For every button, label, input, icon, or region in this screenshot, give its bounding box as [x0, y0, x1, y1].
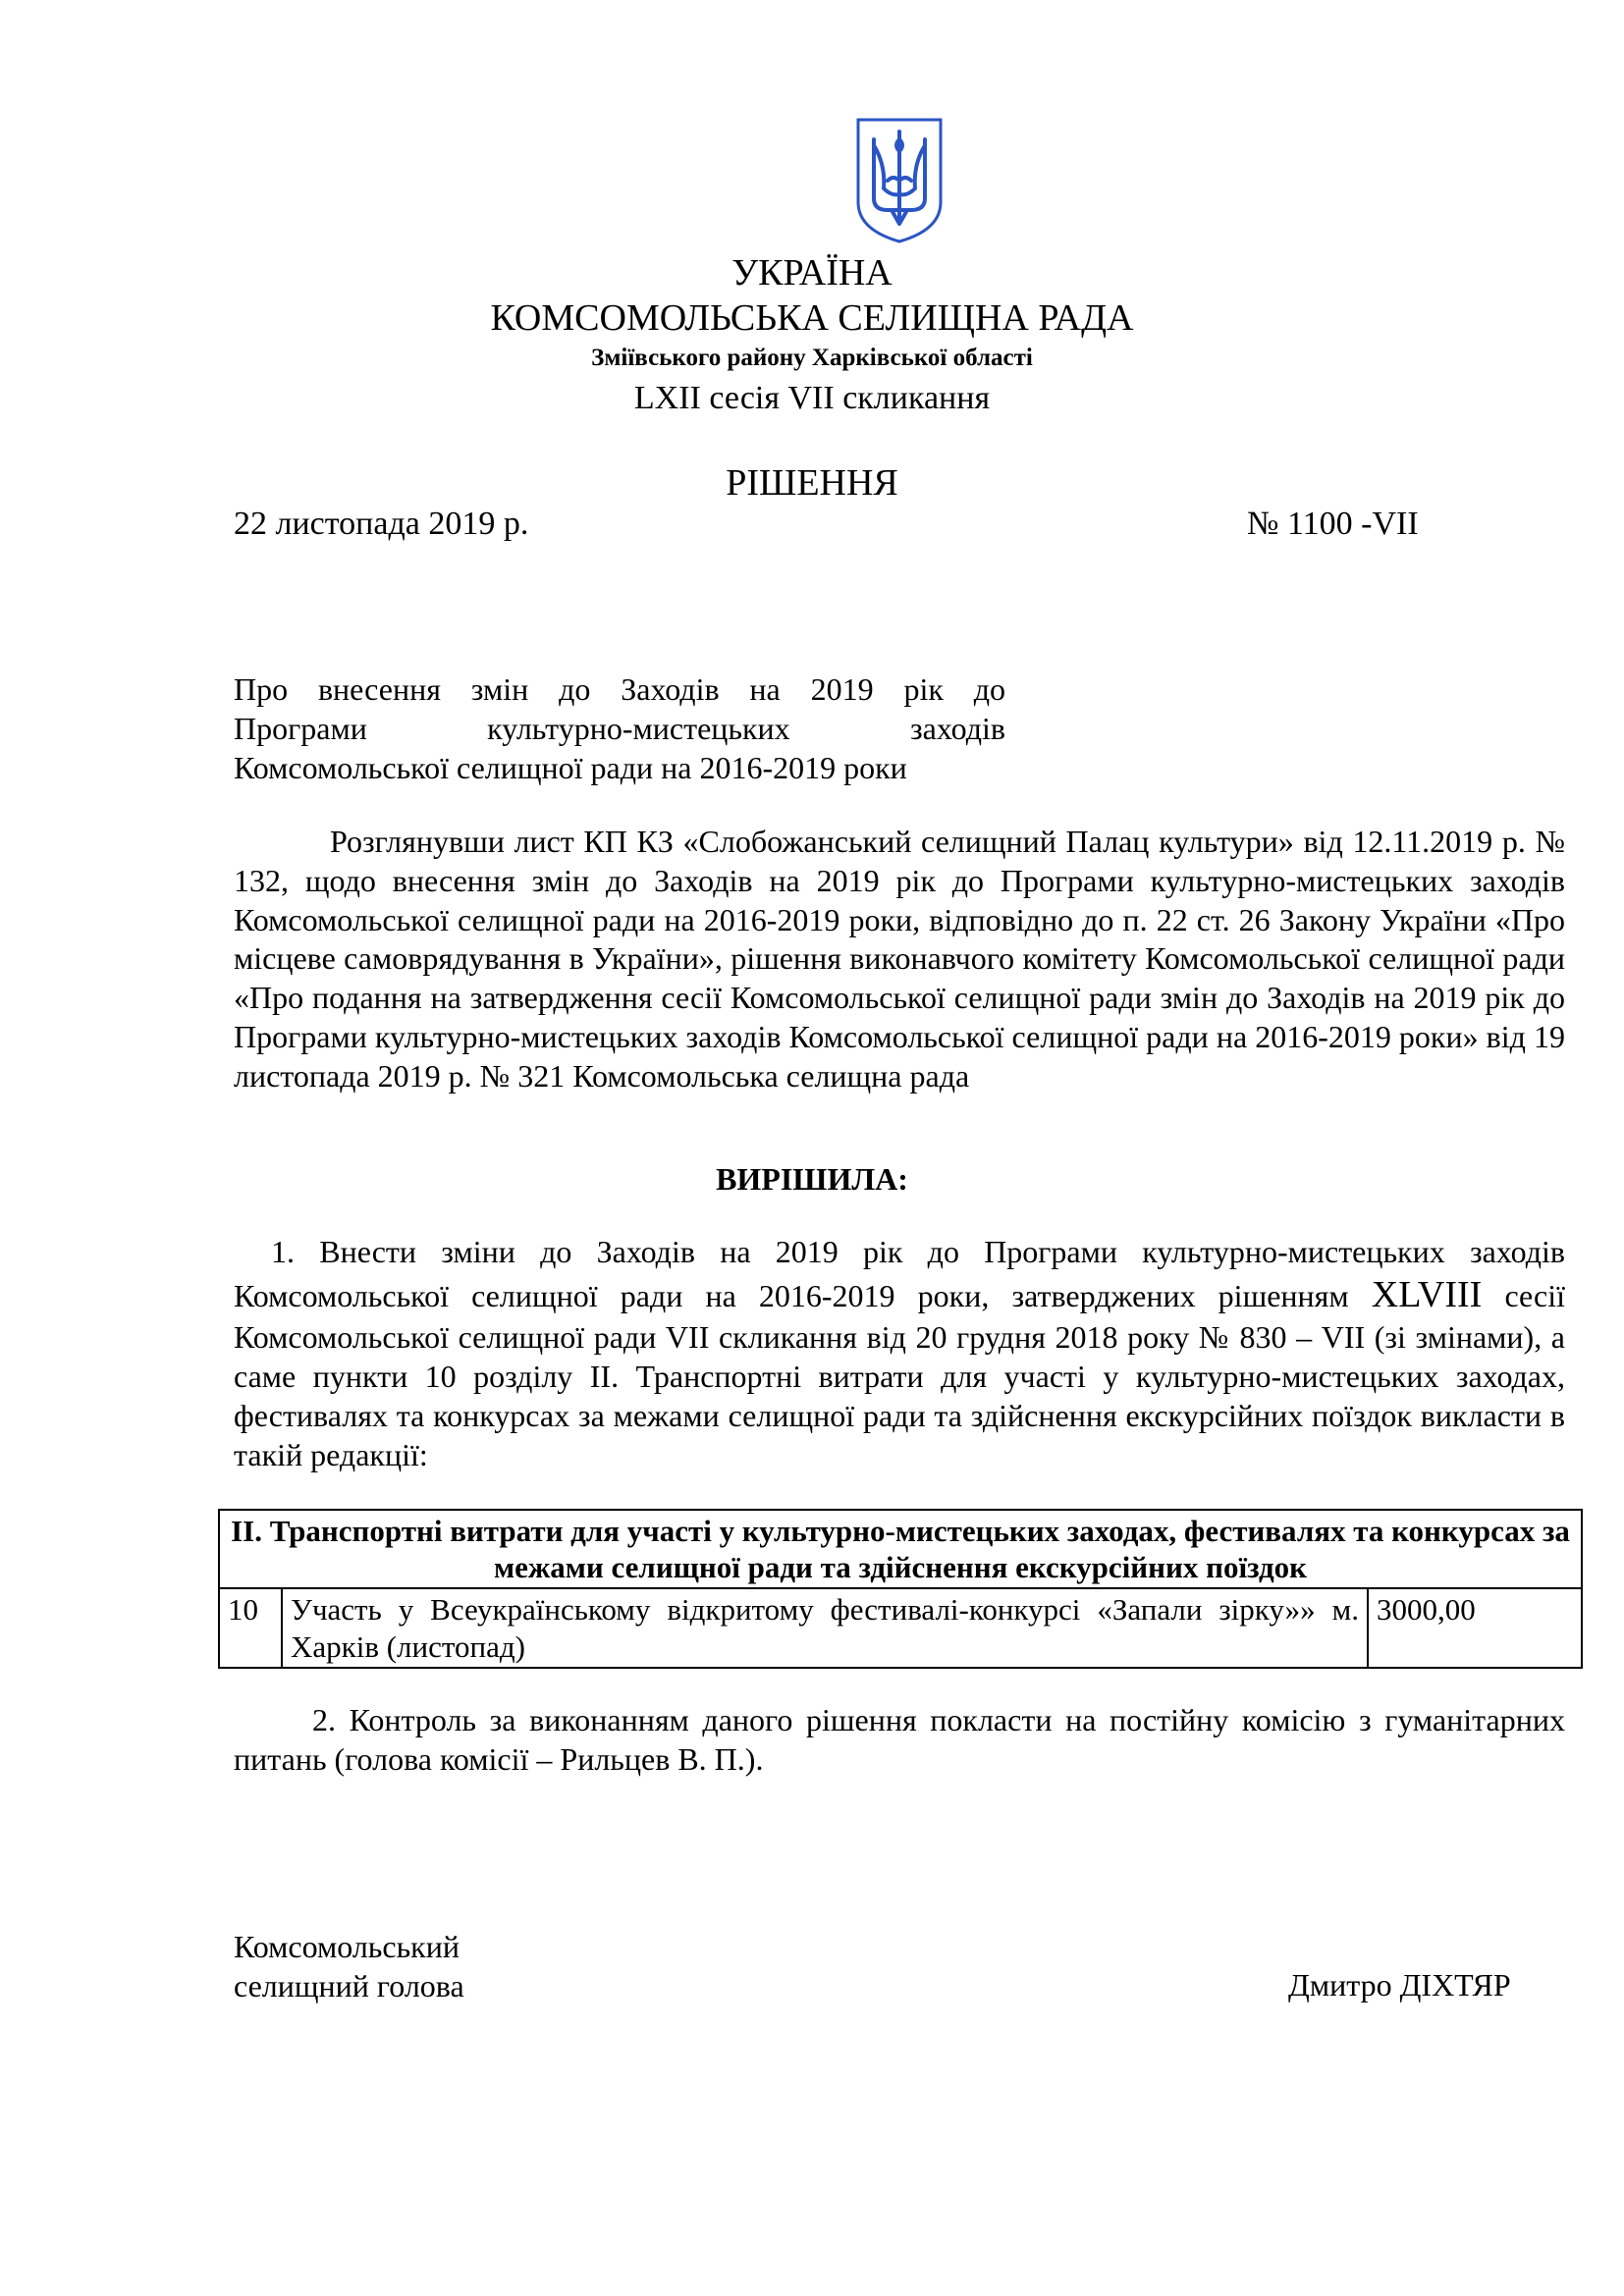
item-1-paragraph	[234, 1233, 1565, 1474]
item-1-roman: XLVIII	[1371, 1273, 1483, 1315]
row-number-cell: 10	[219, 1588, 282, 1667]
item-2-paragraph: 2. Контроль за виконанням даного рішення покласти на постійну комісію з гуманітарних питань (голова комісії – Рильцев В. П.).	[234, 1702, 1565, 1777]
resolved-heading: ВИРІШИЛА:	[716, 1161, 908, 1197]
preamble-paragraph: Розглянувши лист КП КЗ «Слобожанський селищний Палац культури» від 12.11.2019 р. № 132, щодо внесення змін до Заходів на 2019 рік до Програми культурно-мистецьких заходів Комсомольської селищної ради на 2016-2019 роки, відповідно до п. 22 ст. 26 Закону України «Про місцеве самоврядування в України», рішення виконавчого комітету Комсомольської селищної ради «Про подання на затвердження сесії Комсомольської селищної ради змін до Заходів на 2019 рік до Програми культурно-мистецьких заходів Комсомольської селищної ради на 2016-2019 роки» від 19 листопада 2019 р. № 321 Комсомольська селищна рада	[234, 824, 1565, 1094]
table-header-cell: ІІ. Транспортні витрати для участі у культурно-мистецьких заходах, фестивалях та конкурсах за межами селищної ради та здійснення екскурсійних поїздок	[219, 1510, 1582, 1588]
council-name: КОМСОМОЛЬСЬКА СЕЛИЩНА РАДА	[490, 297, 1134, 339]
signature-name: Дмитро ДІХТЯР	[1288, 1967, 1511, 2002]
row-amount-cell: 3000,00	[1368, 1588, 1582, 1667]
transport-expenses-table	[218, 1509, 1583, 1669]
signature-position	[234, 1928, 464, 2006]
tryzub-icon	[854, 116, 945, 245]
table-header-row	[219, 1510, 1582, 1588]
document-date: 22 листопада 2019 р.	[234, 506, 529, 542]
country-name: УКРАЇНА	[731, 252, 893, 294]
signature-position-line-1: Комсомольський	[234, 1929, 460, 1964]
session-info: LXII сесія VII скликання	[633, 380, 991, 416]
item-1-part-1: 1. Внести зміни до Заходів на 2019 рік до Програми культурно-мистецьких заходів Комсомольської селищної ради на 2016-2019 роки, затверджених рішенням	[234, 1234, 1565, 1313]
district-name: Зміївського району Харківської області	[591, 345, 1033, 371]
topic-line-2: Програми культурно-мистецьких заходів	[234, 710, 1005, 746]
topic-line-3: Комсомольської селищної ради на 2016-2019 роки	[234, 749, 907, 785]
table-row	[219, 1588, 1582, 1667]
signature-position-line-2: селищний голова	[234, 1967, 464, 2003]
topic-line-1: Про внесення змін до Заходів на 2019 рік до	[234, 671, 1005, 707]
item-1-part-2: сесії Комсомольської селищної ради VII скликання від 20 грудня 2018 року № 830 – VII (зі змінами), а саме пункти 10 розділу ІІ. Транспортні витрати для участі у культурно-мистецьких заходах, фестивалях та конкурсах за межами селищної ради та здійснення екскурсійних поїздок викласти в такій редакції:	[234, 1277, 1566, 1472]
document-number: № 1100 -VII	[1247, 506, 1419, 542]
row-description-cell: Участь у Всеукраїнському відкритому фестивалі-конкурсі «Запали зірку»» м. Харків (листопад)	[282, 1588, 1368, 1667]
document-topic	[234, 670, 1005, 787]
coat-of-arms	[854, 116, 945, 245]
document-type: РІШЕННЯ	[726, 462, 898, 504]
